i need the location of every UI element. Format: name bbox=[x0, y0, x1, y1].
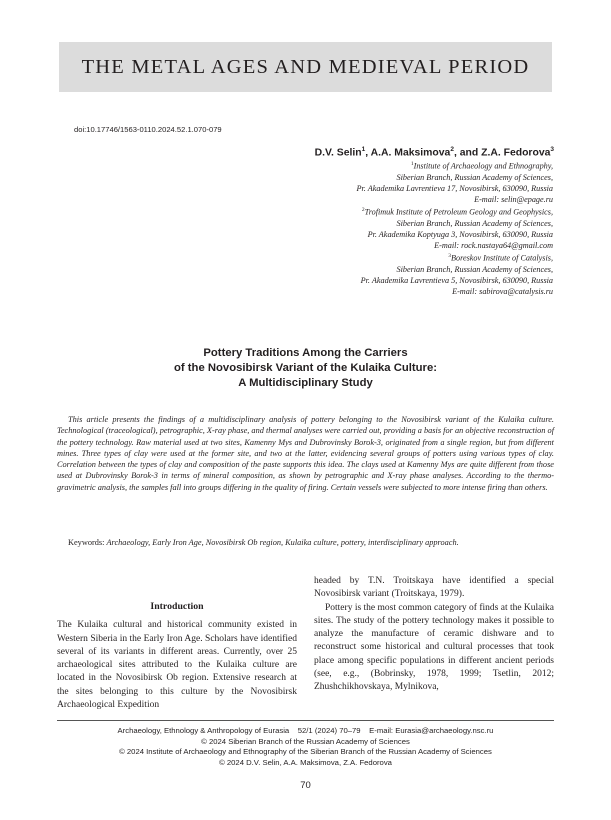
affiliation-line: Pr. Akademika Koptyuga 3, Novosibirsk, 630090, Russia bbox=[367, 230, 553, 240]
author-separator: , bbox=[365, 147, 371, 159]
author-list bbox=[315, 146, 554, 158]
affiliation-text: Institute of Archaeology and Ethnography, bbox=[413, 161, 553, 171]
author-name: D.V. Selin bbox=[314, 147, 362, 159]
abstract: This article presents the findings of a multidisciplinary analysis of pottery belonging to the Novosibirsk variant of the Kulaika culture. Technological (traceological), petrographic, X-ray phase, and thermal analyses were carried out, providing a basis for an objective reconstruction of the pottery technology. Raw material used at two sites, Kamenny Mys and Dubrovinsky Borok-3, originated from a single region, but from different mines. Three types of clay were used at the former site, and two at the latter, evidencing several groups of potters using various types of clay. Correlation between the types of clay and composition of the paste supports this idea. The clays used at Kamenny Mys are quite different from those used at Dubrovinsky Borok-3 in terms of mineral composition, as shown by petrographic and X-ray phase analyses. According to the thermo-gravimetric analysis, the samples fall into groups differing in the quality of firing. Certain vessels were subjected to more intense firing than others. bbox=[57, 415, 554, 492]
keywords bbox=[57, 537, 554, 548]
article-title-line: A Multidisciplinary Study bbox=[238, 377, 373, 389]
doi-link[interactable]: doi:10.17746/1563-0110.2024.52.1.070-079 bbox=[74, 125, 222, 134]
affiliation-email[interactable]: E-mail: sabirova@catalysis.ru bbox=[452, 287, 553, 297]
affiliation-sup: 1 bbox=[410, 161, 414, 167]
keywords-label: Keywords: bbox=[68, 538, 107, 547]
footer-copyright: © 2024 D.V. Selin, A.A. Maksimova, Z.A. Fedorova bbox=[219, 757, 392, 767]
footer-divider bbox=[57, 720, 554, 721]
footer-copyright: © 2024 Institute of Archaeology and Ethnography of the Siberian Branch of the Russian Academy of Sciences bbox=[119, 747, 492, 757]
affiliation-line: Pr. Akademika Lavrentieva 5, Novosibirsk, 630090, Russia bbox=[360, 276, 553, 286]
affiliation-text: Boreskov Institute of Catalysis, bbox=[450, 253, 553, 263]
affiliation-sup: 3 bbox=[448, 253, 451, 260]
affiliation-line bbox=[233, 205, 553, 218]
affiliation-sup: 2 bbox=[361, 207, 365, 214]
affiliation-text: Trofimuk Institute of Petroleum Geology and Geophysics, bbox=[364, 207, 553, 217]
section-banner bbox=[59, 42, 552, 92]
author-separator: , and bbox=[453, 147, 482, 159]
author-name: A.A. Maksimova bbox=[370, 147, 451, 159]
body-column-left bbox=[57, 600, 297, 712]
affiliation-line: Siberian Branch, Russian Academy of Sciences, bbox=[396, 265, 553, 275]
affiliation-line: Siberian Branch, Russian Academy of Sciences, bbox=[396, 172, 553, 182]
author-sup: 2 bbox=[450, 146, 454, 153]
footer-copyright: © 2024 Siberian Branch of the Russian Academy of Sciences bbox=[201, 736, 410, 746]
affiliation-line: Siberian Branch, Russian Academy of Sciences, bbox=[396, 218, 553, 228]
body-column-right bbox=[314, 575, 554, 695]
affiliations bbox=[233, 159, 553, 297]
page-number: 70 bbox=[300, 780, 311, 791]
affiliation-line: Pr. Akademika Lavrentieva 17, Novosibirsk, 630090, Russia bbox=[356, 183, 553, 193]
author-sup: 3 bbox=[550, 146, 554, 153]
affiliation-line bbox=[233, 159, 553, 172]
affiliation-email[interactable]: E-mail: rock.nastaya64@gmail.com bbox=[434, 241, 553, 251]
footer-journal-line bbox=[57, 726, 554, 737]
footer-email[interactable]: E-mail: Eurasia@archaeology.nsc.ru bbox=[369, 726, 494, 735]
body-paragraph: headed by T.N. Troitskaya have identified a special Novosibirsk variant (Troitskaya, 1979). bbox=[314, 576, 554, 600]
author-sup: 1 bbox=[361, 146, 366, 153]
footer bbox=[57, 726, 554, 768]
article-title-line: Pottery Traditions Among the Carriers bbox=[203, 347, 408, 359]
affiliation-email[interactable]: E-mail: selin@epage.ru bbox=[474, 195, 553, 205]
article-title-line: of the Novosibirsk Variant of the Kulaika Culture: bbox=[173, 362, 437, 374]
body-paragraph: Pottery is the most common category of finds at the Kulaika sites. The study of the pottery technology makes it possible to analyze the manufacture of ceramic dishware and to reconstruct some historical and cultural processes that took place among specific populations in different ancient periods (see, e.g., (Bobrinsky, 1978, 1999; Tsetlin, 2012; Zhushchikhovskaya, Mylnikova, bbox=[314, 602, 555, 693]
keywords-text: Archaeology, Early Iron Age, Novosibirsk Ob region, Kulaika culture, pottery, interdisciplinary approach. bbox=[106, 538, 459, 547]
affiliation-line bbox=[233, 251, 553, 264]
footer-journal: Archaeology, Ethnology & Anthropology of Eurasia bbox=[117, 726, 290, 735]
article-title bbox=[100, 346, 511, 391]
footer-issue: 52/1 (2024) 70–79 bbox=[297, 726, 361, 735]
body-paragraph: The Kulaika cultural and historical community existed in Western Siberia in the Early Iron Age. Scholars have identified several of its variants in different areas. Currently, over 25 archaeological sites attributed to the Kulaika culture are located in the Novosibirsk Ob region. Extensive research at the sites belonging to this culture by the Novosibirsk Archaeological Expedition bbox=[57, 620, 297, 711]
author-name: Z.A. Fedorova bbox=[481, 147, 551, 159]
section-heading: Introduction bbox=[150, 601, 204, 612]
section-title: THE METAL AGES AND MEDIEVAL PERIOD bbox=[81, 55, 530, 78]
